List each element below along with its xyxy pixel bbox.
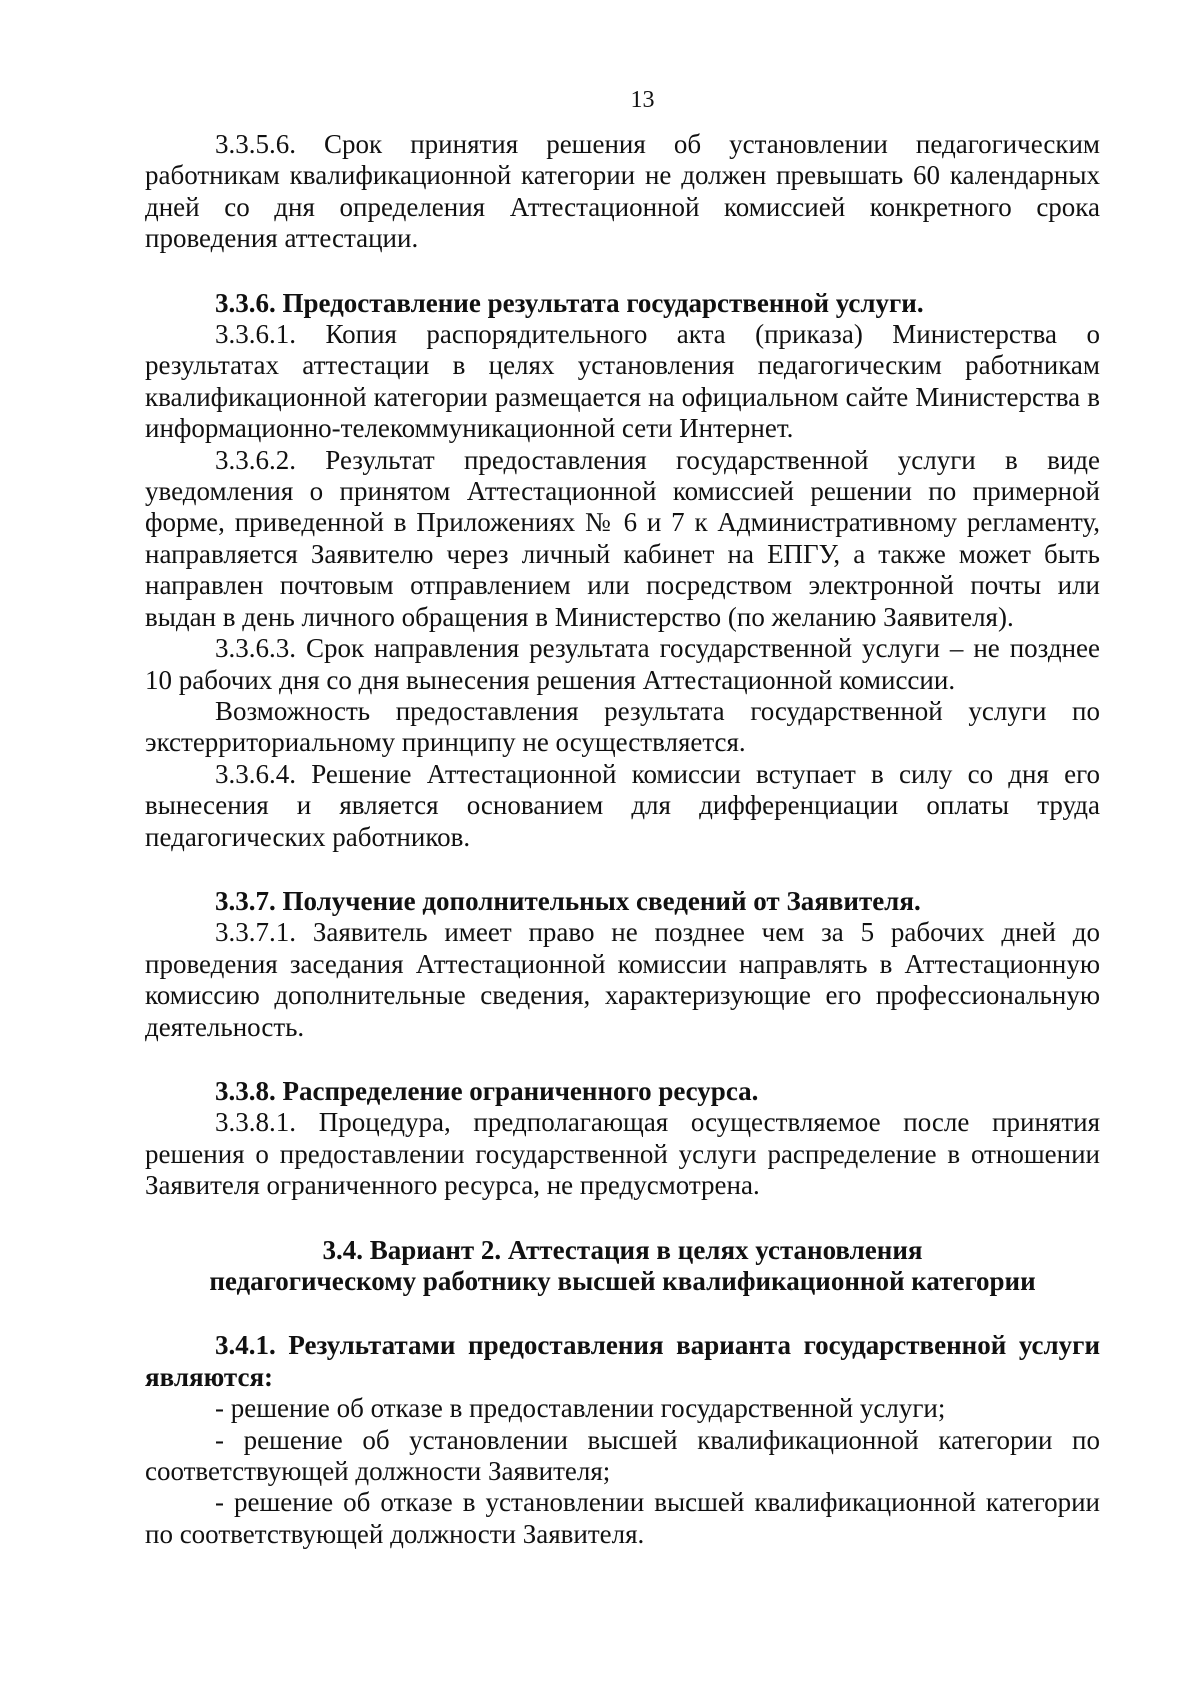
paragraph-3-3-6-3: 3.3.6.3. Срок направления результата государственной услуги – не позднее 10 рабочих дня со дня вынесения решения Аттестационной комиссии. — [145, 633, 1100, 695]
heading-3-3-7: 3.3.7. Получение дополнительных сведений от Заявителя. — [215, 885, 921, 916]
heading-3-4-line-1: 3.4. Вариант 2. Аттестация в целях установления — [322, 1234, 923, 1265]
heading-3-4-line-2: педагогическому работнику высшей квалификационной категории — [209, 1266, 1036, 1296]
paragraph-3-3-6-4: 3.3.6.4. Решение Аттестационной комиссии вступает в силу со дня его вынесения и является основанием для дифференциации оплаты труда педагогических работников. — [145, 758, 1100, 852]
list-item-result-3: - решение об отказе в установлении высшей квалификационной категории по соответствующей должности Заявителя. — [145, 1487, 1100, 1549]
paragraph-3-3-6-1: 3.3.6.1. Копия распорядительного акта (приказа) Министерства о результатах аттестации в целях установления педагогическим работникам квалификационной категории размещается на официальном сайте Министерства в информационно-телекоммуникационной сети Интернет. — [145, 319, 1100, 444]
paragraph-3-3-6-2: 3.3.6.2. Результат предоставления государственной услуги в виде уведомления о принятом Аттестационной комиссией решении по примерной форме, приведенной в Приложениях № 6 и 7 к Административному регламенту, направляется Заявителю через личный кабинет на ЕПГУ, а также может быть направлен почтовым отправлением или посредством электронной почты или выдан в день личного обращения в Министерство (по желанию Заявителя). — [145, 444, 1100, 632]
heading-3-3-8: 3.3.8. Распределение ограниченного ресурса. — [215, 1075, 759, 1106]
page-number: 13 — [630, 87, 655, 113]
paragraph-3-3-5-6: 3.3.5.6. Срок принятия решения об установлении педагогическим работникам квалификационной категории не должен превышать 60 календарных дней со дня определения Аттестационной комиссией конкретного срока проведения аттестации. — [145, 129, 1100, 254]
heading-3-4-1-text: 3.4.1. Результатами предоставления варианта государственной услуги являются: — [145, 1330, 1100, 1392]
list-item-result-2: - решение об установлении высшей квалификационной категории по соответствующей должности Заявителя; — [145, 1424, 1100, 1487]
paragraph-3-3-7-1: 3.3.7.1. Заявитель имеет право не позднее чем за 5 рабочих дней до проведения заседания Аттестационной комиссии направлять в Аттестационную комиссию дополнительные сведения, характеризующие его профессиональную деятельность. — [145, 917, 1100, 1042]
heading-3-4 — [145, 1235, 1100, 1298]
list-item-result-1: - решение об отказе в предоставлении государственной услуги; — [215, 1393, 946, 1424]
heading-3-4-1 — [145, 1330, 1100, 1393]
paragraph-extraterritorial: Возможность предоставления результата государственной услуги по экстерриториальному принципу не осуществляется. — [145, 695, 1100, 758]
heading-3-3-6: 3.3.6. Предоставление результата государственной услуги. — [215, 287, 924, 318]
paragraph-3-3-8-1: 3.3.8.1. Процедура, предполагающая осуществляемое после принятия решения о предоставлении государственной услуги распределение в отношении Заявителя ограниченного ресурса, не предусмотрена. — [145, 1107, 1100, 1201]
